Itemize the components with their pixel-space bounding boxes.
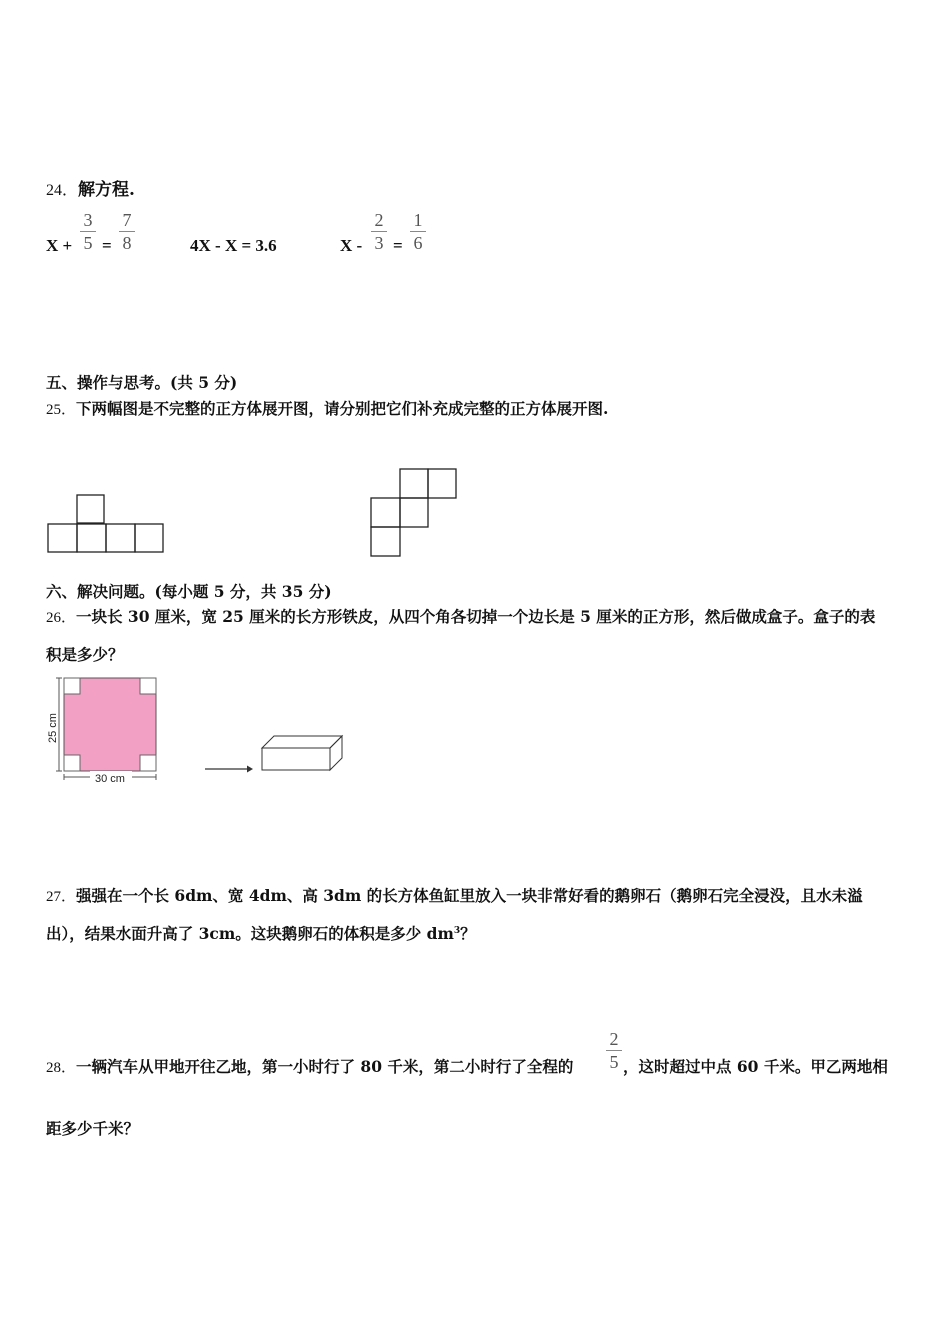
eq1-denominator: 5 [83, 233, 93, 253]
eq1-equals: = [102, 236, 112, 255]
net2-square [400, 498, 428, 527]
eq1-left: X + [46, 236, 73, 255]
q28-text-b: ，这时超过中点 60 千米。甲乙两地相 [623, 1057, 888, 1076]
section6-title: 六、解决问题。(每小题 5 分，共 35 分) [46, 582, 332, 601]
q28-number: 28． [46, 1060, 77, 1076]
q26-line1 [46, 605, 875, 627]
net1-square [48, 524, 77, 552]
box-figure [258, 730, 346, 774]
net1-square [77, 524, 106, 552]
net2-square [371, 527, 400, 556]
cube-net-2 [369, 467, 461, 561]
eq3-result-fraction [410, 210, 426, 253]
section5-title: 五、操作与思考。(共 5 分) [46, 373, 238, 392]
q27-superscript: 3 [453, 925, 461, 936]
arrow-icon [203, 762, 253, 776]
q27-line2-main: 出），结果水面升高了 3cm。这块鹅卵石的体积是多少 dm [46, 924, 454, 943]
eq2: 4X - X = 3.6 [190, 236, 277, 255]
fraction-bar [410, 231, 426, 232]
q28-fraction [606, 1029, 622, 1072]
eq3-left: X - [340, 236, 363, 255]
eq1-result-denominator: 8 [122, 233, 132, 253]
q25-number: 25． [46, 402, 77, 418]
q24-title: 解方程. [78, 180, 135, 200]
fraction-bar [606, 1050, 622, 1051]
q25-text: 下两幅图是不完整的正方体展开图，请分别把它们补充成完整的正方体展开图. [76, 399, 609, 418]
corner-cut-square [140, 755, 156, 771]
q28-denominator: 5 [609, 1052, 619, 1072]
q27-line1 [46, 884, 863, 906]
q24-heading [46, 175, 135, 200]
fraction-bar [371, 231, 387, 232]
width-label: 30 cm [95, 773, 125, 785]
box-top-face [262, 736, 342, 748]
q28-text-line2: 距多少千米？ [46, 1119, 140, 1138]
eq3-denominator: 3 [374, 233, 384, 253]
eq3-result-numerator: 1 [413, 210, 423, 230]
box-front-face [262, 748, 330, 770]
box-side-face [330, 736, 342, 770]
eq1-result-numerator: 7 [122, 210, 132, 230]
q26-text-line2: 积是多少？ [46, 645, 124, 664]
q26-text-line1: 一块长 30 厘米，宽 25 厘米的长方形铁皮，从四个角各切掉一个边长是 5 厘米的正方形，然后做成盒子。盒子的表 [76, 607, 876, 626]
net2-square [400, 469, 428, 498]
q28-text-a: 一辆汽车从甲地开往乙地，第一小时行了 80 千米，第二小时行了全程的 [76, 1057, 574, 1076]
net1-square [135, 524, 163, 552]
cube-net-1 [46, 493, 166, 555]
q27-number: 27． [46, 889, 77, 905]
q27-line2-end: ？ [460, 924, 476, 943]
net1-top-square [77, 495, 104, 523]
q28-numerator: 2 [609, 1029, 619, 1049]
eq3-result-denominator: 6 [413, 233, 423, 253]
corner-cut-square [64, 678, 80, 694]
net2-square [371, 498, 400, 527]
net1-square [106, 524, 135, 552]
q27-text-line1: 强强在一个长 6dm、宽 4dm、高 3dm 的长方体鱼缸里放入一块非常好看的鹅卵石（鹅卵石完全浸没，且水未溢 [76, 886, 863, 905]
eq3-equals: = [393, 236, 403, 255]
q27-text-line2 [46, 922, 476, 944]
q24-number: 24． [46, 182, 79, 199]
eq1-fraction [80, 210, 96, 253]
eq3-numerator: 2 [374, 210, 384, 230]
q26-sheet-figure [46, 676, 164, 788]
q26-number: 26． [46, 610, 77, 626]
corner-cut-square [64, 755, 80, 771]
q28-line1-part1 [46, 1055, 573, 1077]
eq1-result-fraction [119, 210, 135, 253]
corner-cut-square [140, 678, 156, 694]
height-label: 25 cm [47, 713, 59, 743]
fraction-bar [80, 231, 96, 232]
eq1-numerator: 3 [83, 210, 93, 230]
net2-square [428, 469, 456, 498]
fraction-bar [119, 231, 135, 232]
q25-line [46, 397, 608, 419]
eq3-fraction [371, 210, 387, 253]
